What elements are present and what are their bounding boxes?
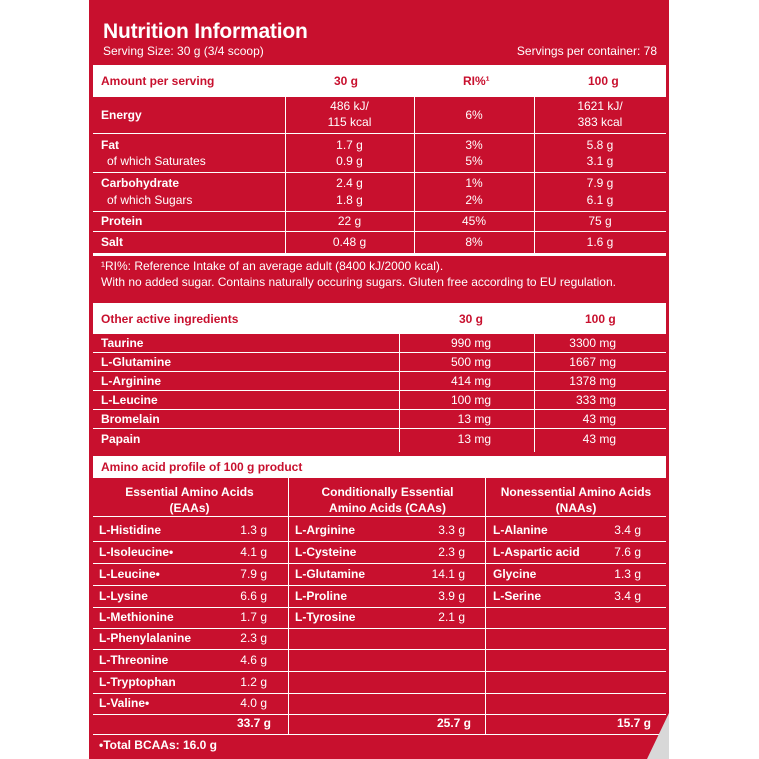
nutrient-label: Protein xyxy=(101,214,143,228)
eaa-amino-label: L-Methionine xyxy=(99,610,174,624)
eaa-amino-label: L-Histidine xyxy=(99,523,161,537)
serving-size: Serving Size: 30 g (3/4 scoop) xyxy=(103,44,264,58)
ingredient-label: Papain xyxy=(101,432,141,446)
naa-amino-value: 3.4 g xyxy=(614,523,641,537)
eaa-amino-label: L-Tryptophan xyxy=(99,675,176,689)
caa-header-line: Amino Acids (CAAs) xyxy=(329,501,446,515)
ingredient-value-30g: 500 mg xyxy=(450,355,491,369)
ingredient-label: Bromelain xyxy=(101,412,160,426)
row-divider xyxy=(93,516,666,517)
ingredient-label: Taurine xyxy=(101,336,144,350)
nutrient-ri: 1% xyxy=(465,176,483,190)
naa-amino-value: 1.3 g xyxy=(614,567,641,581)
eaa-amino-label: L-Leucine• xyxy=(99,567,160,581)
nutrient-ri: 2% xyxy=(465,193,483,207)
nutrient-ri: 6% xyxy=(465,108,483,122)
caa-amino-value: 2.1 g xyxy=(438,610,465,624)
caa-amino-label: L-Tyrosine xyxy=(295,610,356,624)
nutrient-value-30g: 0.48 g xyxy=(332,235,367,249)
ri-footnote: ¹RI%: Reference Intake of an average adult (8400 kJ/2000 kcal). xyxy=(101,259,444,273)
row-divider xyxy=(93,628,666,629)
nutrient-ri: 3% xyxy=(465,138,483,152)
nutrient-value-100g: 7.9 g xyxy=(586,176,614,190)
naa-total: 15.7 g xyxy=(616,716,651,730)
eaa-amino-value: 7.9 g xyxy=(240,567,267,581)
eaa-amino-value: 2.3 g xyxy=(240,631,267,645)
nutrient-label: Energy xyxy=(101,108,142,122)
nutrient-label: Salt xyxy=(101,235,124,249)
eaa-amino-value: 1.3 g xyxy=(240,523,267,537)
ingredient-value-100g: 43 mg xyxy=(582,412,616,426)
row-divider xyxy=(93,563,666,564)
eaa-amino-label: L-Threonine xyxy=(99,653,169,667)
caa-amino-label: L-Arginine xyxy=(295,523,355,537)
row-divider xyxy=(93,390,666,391)
nutrient-value-100g: 6.1 g xyxy=(586,193,614,207)
ingredient-label: L-Glutamine xyxy=(101,355,172,369)
ingredient-value-100g: 3300 mg xyxy=(569,336,616,350)
naa-amino-value: 7.6 g xyxy=(614,545,641,559)
nutrient-ri: 5% xyxy=(465,154,483,168)
caa-amino-label: L-Glutamine xyxy=(295,567,366,581)
eaa-amino-label: L-Lysine xyxy=(99,589,148,603)
bcaa-total: •Total BCAAs: 16.0 g xyxy=(99,738,217,752)
row-divider xyxy=(93,585,666,586)
eaa-amino-value: 1.7 g xyxy=(240,610,267,624)
caa-amino-label: L-Proline xyxy=(295,589,348,603)
row-divider xyxy=(93,409,666,410)
ingredient-value-30g: 100 mg xyxy=(450,393,491,407)
ingredient-value-30g: 13 mg xyxy=(457,432,491,446)
eaa-total: 33.7 g xyxy=(236,716,271,730)
caa-total: 25.7 g xyxy=(436,716,471,730)
header-30g: 30 g xyxy=(334,74,359,88)
row-divider xyxy=(93,231,666,232)
eaa-amino-label: L-Phenylalanine xyxy=(99,631,192,645)
row-divider xyxy=(93,671,666,672)
row-divider xyxy=(93,693,666,694)
amino-profile-title: Amino acid profile of 100 g product xyxy=(101,460,303,474)
header-other-label: Other active ingredients xyxy=(101,311,239,326)
header-100g: 100 g xyxy=(588,74,619,88)
caa-amino-value: 3.9 g xyxy=(438,589,465,603)
nutrient-value-30g: 486 kJ/ xyxy=(330,99,369,113)
other-ingredients-header xyxy=(93,303,666,334)
eaa-amino-value: 4.6 g xyxy=(240,653,267,667)
amino-bottom-rule xyxy=(93,734,666,735)
nutrient-sublabel: of which Sugars xyxy=(107,193,193,207)
nutrient-label: Fat xyxy=(101,138,119,152)
naa-header-line: Nonessential Amino Acids xyxy=(500,485,652,499)
nutrient-value-30g: 115 kcal xyxy=(327,115,372,129)
caa-amino-label: L-Cysteine xyxy=(295,545,357,559)
sugar-note: With no added sugar. Contains naturally occuring sugars. Gluten free according to EU regulation. xyxy=(101,275,616,289)
nutrient-value-100g: 383 kcal xyxy=(577,115,623,129)
ingredient-value-100g: 1378 mg xyxy=(569,374,616,388)
nutrient-value-100g: 3.1 g xyxy=(586,154,614,168)
row-divider xyxy=(93,352,666,353)
caa-header-line: Conditionally Essential xyxy=(321,485,454,499)
eaa-amino-value: 1.2 g xyxy=(240,675,267,689)
row-divider xyxy=(93,211,666,212)
page-corner-fold xyxy=(647,713,669,759)
caa-amino-value: 3.3 g xyxy=(438,523,465,537)
nutrient-value-100g: 75 g xyxy=(588,214,612,228)
ingredient-label: L-Leucine xyxy=(101,393,158,407)
naa-header-line: (NAAs) xyxy=(555,501,597,515)
naa-column-header xyxy=(486,484,666,516)
row-divider xyxy=(93,133,666,134)
ingredient-value-100g: 1667 mg xyxy=(569,355,616,369)
table-bottom-rule xyxy=(93,253,666,256)
ingredient-value-30g: 414 mg xyxy=(450,374,491,388)
nutrient-sublabel: of which Saturates xyxy=(107,154,206,168)
nutrient-value-30g: 0.9 g xyxy=(336,154,363,168)
eaa-amino-value: 6.6 g xyxy=(240,589,267,603)
nutrient-value-100g: 1621 kJ/ xyxy=(577,99,623,113)
naa-amino-label: L-Serine xyxy=(493,589,542,603)
nutrient-ri: 8% xyxy=(465,235,483,249)
nutrient-value-100g: 1.6 g xyxy=(586,235,614,249)
nutrition-table-header xyxy=(93,65,666,97)
ingredient-value-100g: 43 mg xyxy=(582,432,616,446)
nutrient-value-30g: 22 g xyxy=(337,214,362,228)
ingredient-value-30g: 990 mg xyxy=(450,336,491,350)
naa-amino-label: L-Aspartic acid xyxy=(493,545,580,559)
caa-amino-value: 14.1 g xyxy=(431,567,465,581)
page-title: Nutrition Information xyxy=(103,20,308,43)
row-divider xyxy=(93,714,666,715)
header-100g: 100 g xyxy=(585,311,616,326)
nutrient-ri: 45% xyxy=(461,214,487,228)
naa-amino-label: Glycine xyxy=(493,567,537,581)
nutrition-label-panel xyxy=(89,0,669,759)
nutrient-value-100g: 5.8 g xyxy=(586,138,614,152)
eaa-amino-label: L-Isoleucine• xyxy=(99,545,174,559)
row-divider xyxy=(93,649,666,650)
nutrient-value-30g: 1.7 g xyxy=(336,138,363,152)
naa-amino-label: L-Alanine xyxy=(493,523,548,537)
ingredient-label: L-Arginine xyxy=(101,374,161,388)
nutrient-label: Carbohydrate xyxy=(101,176,180,190)
naa-amino-value: 3.4 g xyxy=(614,589,641,603)
header-amount: Amount per serving xyxy=(101,74,215,88)
header-ri: RI%¹ xyxy=(463,74,490,88)
eaa-amino-value: 4.0 g xyxy=(240,696,267,710)
nutrient-value-30g: 1.8 g xyxy=(336,193,363,207)
eaa-header-line: Essential Amino Acids xyxy=(125,485,254,499)
eaa-column-header xyxy=(93,484,286,516)
caa-amino-value: 2.3 g xyxy=(438,545,465,559)
row-divider xyxy=(93,428,666,429)
row-divider xyxy=(93,607,666,608)
header-30g: 30 g xyxy=(459,311,484,326)
nutrient-value-30g: 2.4 g xyxy=(336,176,363,190)
ingredient-value-100g: 333 mg xyxy=(575,393,616,407)
eaa-amino-label: L-Valine• xyxy=(99,696,150,710)
eaa-amino-value: 4.1 g xyxy=(240,545,267,559)
row-divider xyxy=(93,371,666,372)
servings-per-container: Servings per container: 78 xyxy=(516,44,657,58)
amino-profile-header xyxy=(93,456,666,478)
ingredient-value-30g: 13 mg xyxy=(457,412,491,426)
eaa-header-line: (EAAs) xyxy=(169,501,210,515)
row-divider xyxy=(93,172,666,173)
row-divider xyxy=(93,541,666,542)
caa-column-header xyxy=(289,484,486,516)
